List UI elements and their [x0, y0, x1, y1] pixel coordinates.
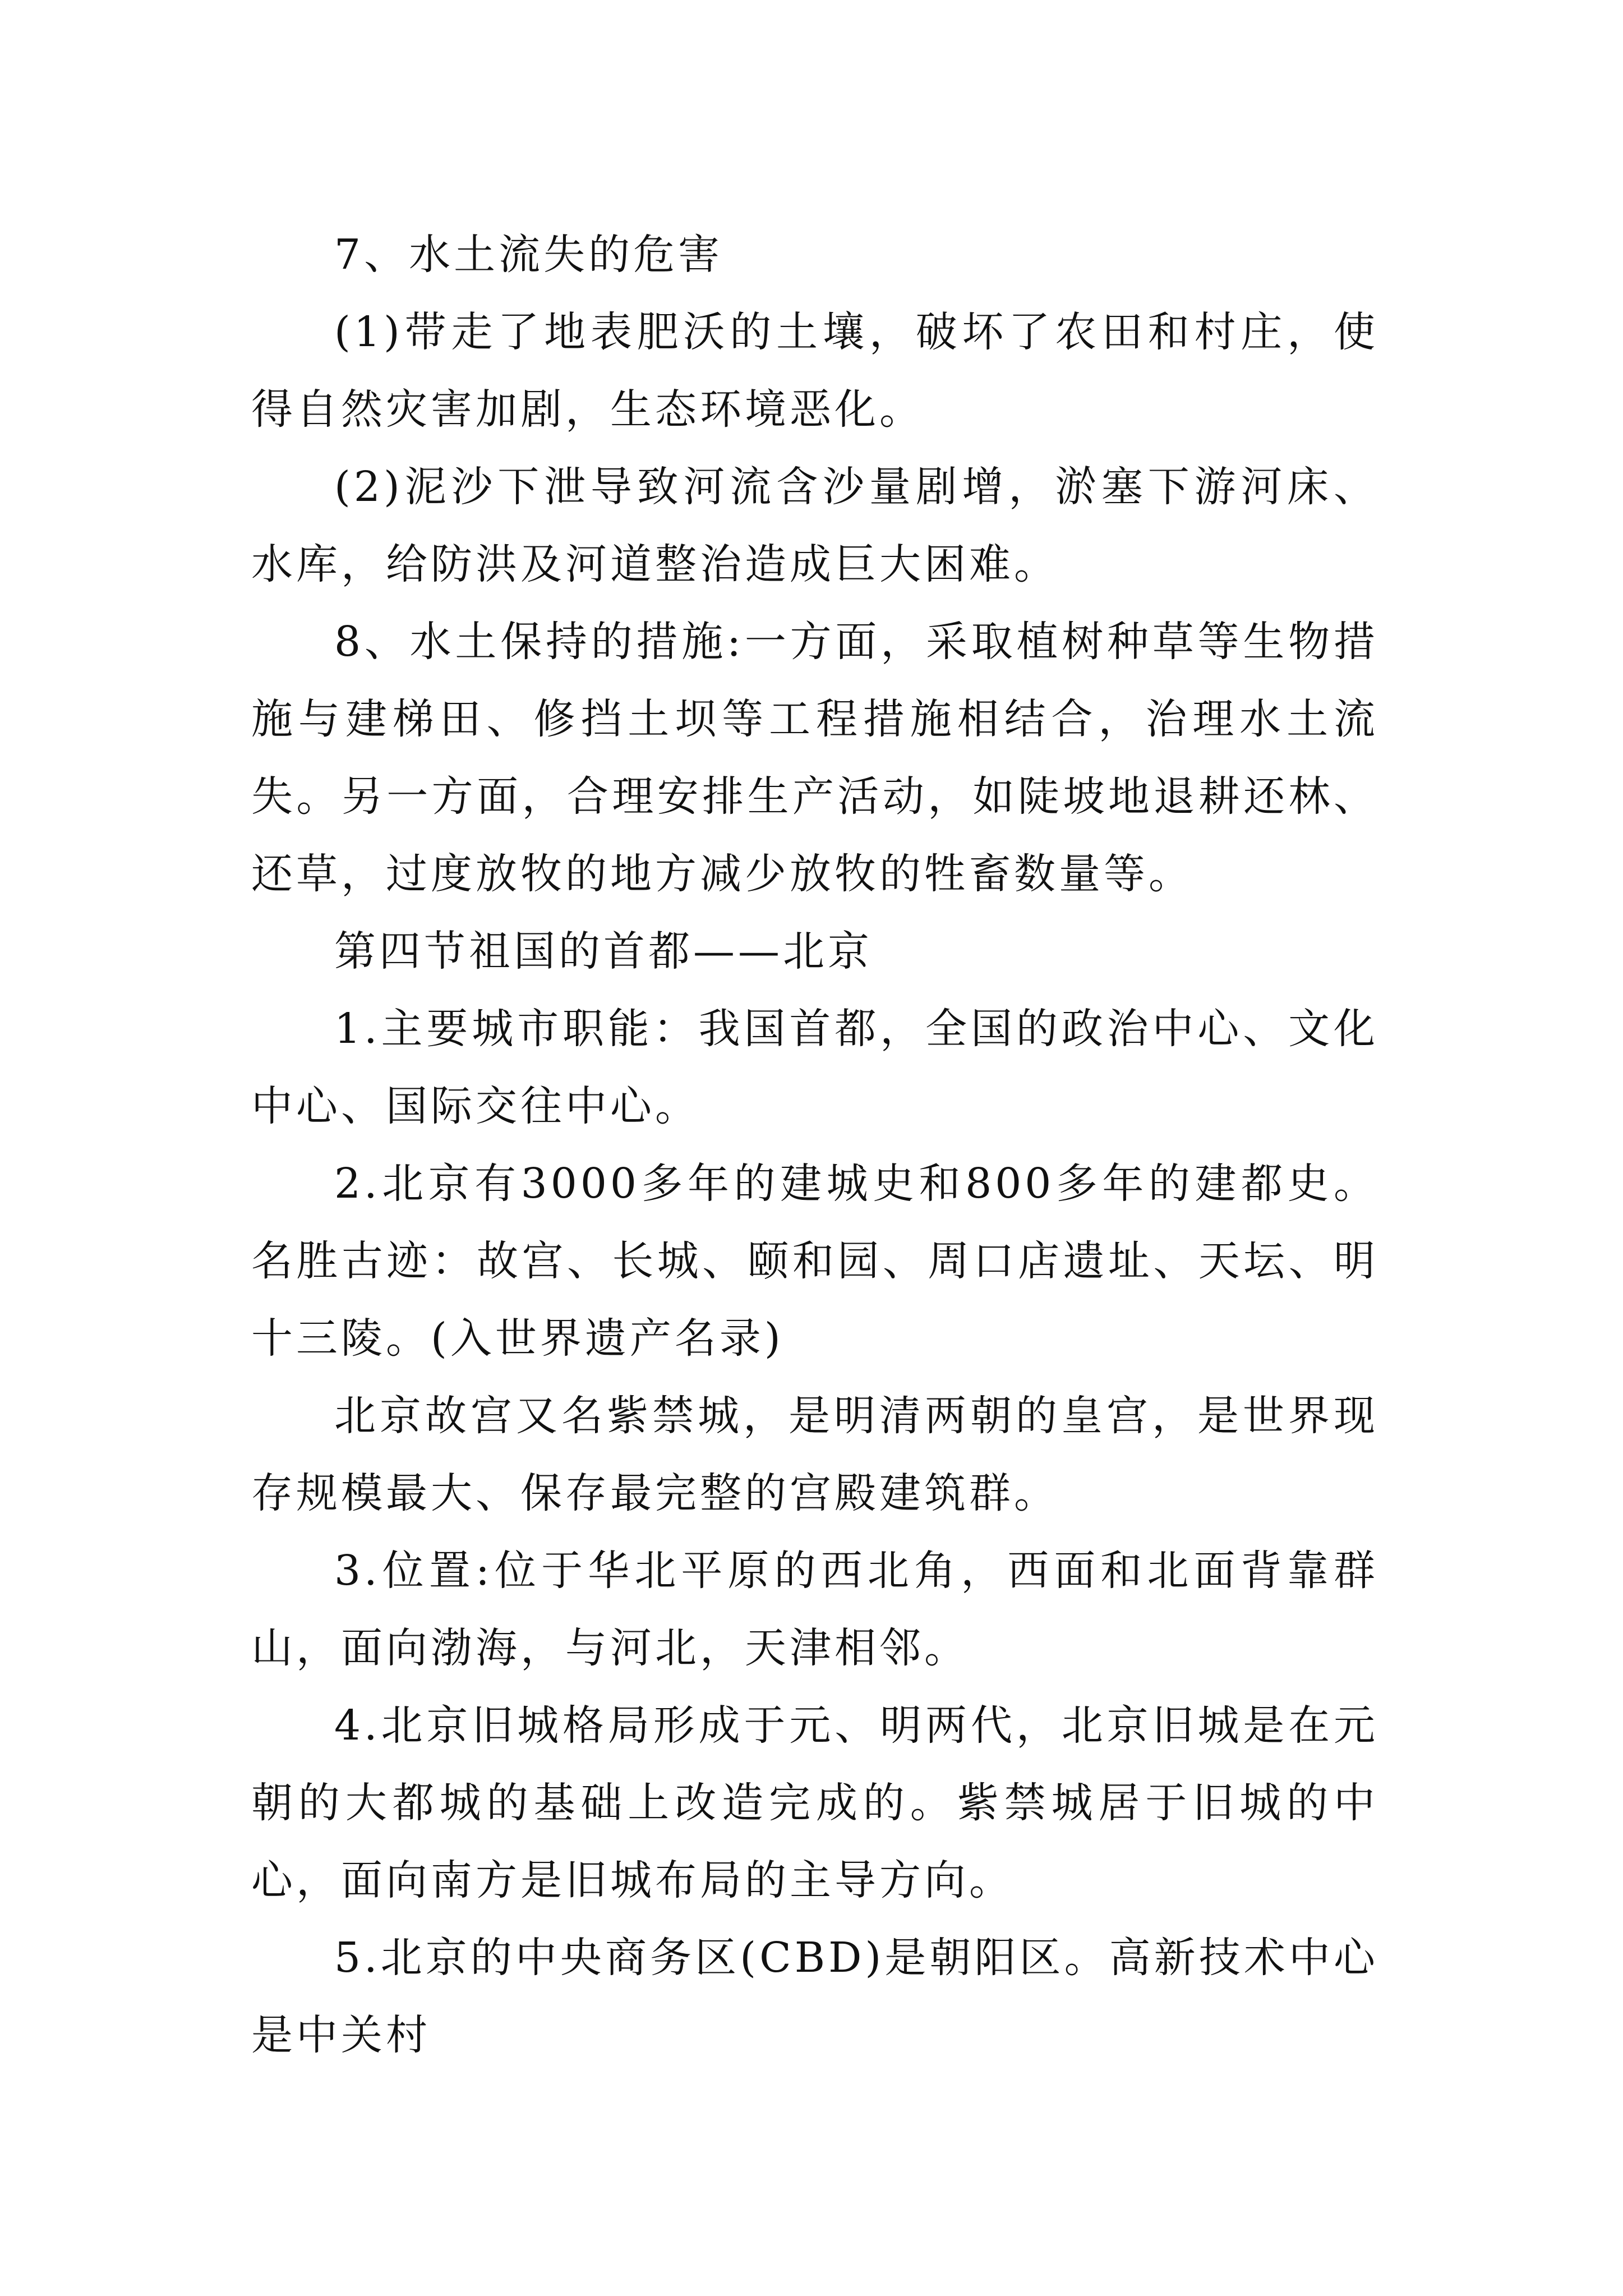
paragraph-history-sites: 2.北京有3000多年的建城史和800多年的建都史。名胜古迹：故宫、长城、颐和园、周口店遗址、天坛、明十三陵。(入世界遗产名录): [251, 1159, 1378, 1363]
paragraph-location: 3.位置:位于华北平原的西北角，西面和北面背靠群山，面向渤海，与河北，天津相邻。: [251, 1547, 1378, 1672]
paragraph-conservation-measures: 8、水土保持的措施:一方面，采取植树种草等生物措施与建梯田、修挡土坝等工程措施相结合，治理水土流失。另一方面，合理安排生产活动，如陡坡地退耕还林、还草，过度放牧的地方减少放牧的牲畜数量等。: [251, 618, 1378, 898]
paragraph-harm-1: (1)带走了地表肥沃的土壤，破坏了农田和村庄，使得自然灾害加剧，生态环境恶化。: [251, 308, 1378, 434]
paragraph-forbidden-city: 北京故宫又名紫禁城，是明清两朝的皇宫，是世界现存规模最大、保存最完整的宫殿建筑群。: [251, 1392, 1378, 1517]
section-heading-soil-erosion-harm: 7、水土流失的危害: [334, 231, 723, 279]
paragraph-cbd: 5.北京的中央商务区(CBD)是朝阳区。高新技术中心是中关村: [251, 1934, 1378, 2059]
paragraph-harm-2: (2)泥沙下泄导致河流含沙量剧增，淤塞下游河床、水库，给防洪及河道整治造成巨大困难。: [251, 463, 1378, 588]
paragraph-city-function: 1.主要城市职能：我国首都，全国的政治中心、文化中心、国际交往中心。: [251, 1005, 1378, 1130]
paragraph-old-city-layout: 4.北京旧城格局形成于元、明两代，北京旧城是在元朝的大都城的基础上改造完成的。紫禁城居于旧城的中心，面向南方是旧城布局的主导方向。: [251, 1701, 1378, 1904]
document-body: [251, 216, 1378, 2074]
section-heading-beijing: 第四节祖国的首都——北京: [334, 927, 873, 976]
